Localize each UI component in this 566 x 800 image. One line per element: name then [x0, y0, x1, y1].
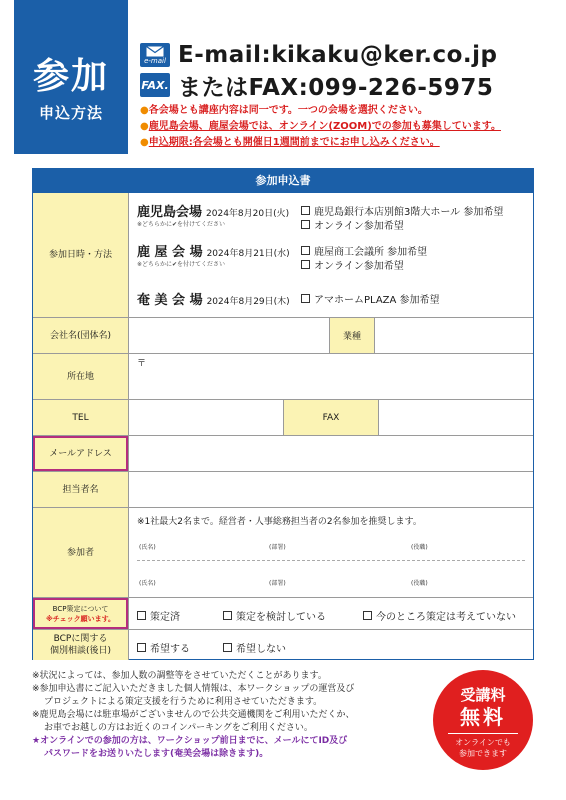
footer-note: プロジェクトによる策定支援を行うために利用させていただきます。: [44, 697, 323, 707]
option-kagoshima-venue[interactable]: 鹿児島銀行本店別館3階大ホール 参加希望: [301, 203, 503, 218]
person-label: 担当者名: [33, 472, 129, 507]
option-kanoya-venue[interactable]: 鹿屋商工会議所 参加希望: [301, 243, 427, 258]
email-address[interactable]: E-mail:kikaku@ker.co.jp: [178, 42, 498, 68]
application-form: [32, 168, 534, 660]
participants-note: ※1社最大2名まで。経営者・人事総務担当者の2名参加を推奨します。: [137, 517, 422, 527]
dept-field: (部署): [269, 580, 286, 587]
footer-notes: [32, 670, 432, 761]
fax-row: [140, 70, 497, 100]
date-method-label: 参加日時・方法: [33, 193, 129, 317]
badge-free-text: 無料: [460, 705, 506, 729]
fax-icon-label: FAX.: [141, 78, 169, 92]
name-field: (氏名): [139, 544, 156, 551]
bcp-option-considering[interactable]: 策定を検討している: [223, 608, 326, 623]
footer-note-online: パスワードをお送りいたします(奄美会場は除きます)。: [44, 749, 269, 759]
option-kagoshima-online[interactable]: オンライン参加希望: [301, 217, 404, 232]
bcp-label: BCP策定について ※チェック願います。: [33, 598, 129, 629]
email-icon-label: e-mail: [144, 56, 166, 65]
bcp-option-done[interactable]: 策定済: [137, 608, 180, 623]
venue-kagoshima: [137, 201, 537, 235]
footer-note: お車でお越しの方はお近くのコインパーキングをご利用ください。: [44, 723, 313, 733]
badge-fee-text: 受講料: [460, 686, 506, 704]
email-icon: [140, 43, 170, 67]
footer-note: ※参加申込書にご記入いただきました個人情報は、本ワークショップの運営及び: [32, 684, 355, 694]
fax-icon: [140, 73, 170, 97]
application-notes: [140, 103, 560, 151]
participants-row: [33, 507, 533, 597]
venue-row: [33, 193, 533, 317]
venue-amami: [137, 289, 537, 309]
checkbox[interactable]: [301, 246, 310, 255]
title-block: [14, 0, 128, 154]
tel-fax-row: [33, 399, 533, 435]
page-subtitle: 申込方法: [38, 104, 103, 122]
checkbox[interactable]: [223, 643, 232, 652]
consult-option-no[interactable]: 希望しない: [223, 640, 286, 655]
title-field: (役職): [411, 544, 428, 551]
postal-mark: 〒: [137, 359, 147, 369]
fax-number: またはFAX:099-226-5975: [178, 74, 494, 101]
dept-field: (部署): [269, 544, 286, 551]
fax-label: FAX: [283, 400, 379, 435]
note-item: ●各会場とも講座内容は同一です。一つの会場を選択ください。: [140, 105, 428, 116]
note-item: ●鹿児島会場、鹿屋会場では、オンライン(ZOOM)での参加も募集しています。: [140, 121, 501, 132]
tel-label: TEL: [33, 400, 129, 435]
free-badge: [433, 670, 533, 770]
footer-note: ※状況によっては、参加人数の調整等をさせていただくことがあります。: [32, 671, 327, 681]
option-kanoya-online[interactable]: オンライン参加希望: [301, 257, 404, 272]
venue-date: 2024年8月20日(火): [206, 209, 290, 219]
address-label: 所在地: [33, 354, 129, 399]
contact-info: [140, 40, 497, 100]
venue-hint: ※どちらかに✔を付けてください: [137, 261, 226, 268]
company-row: [33, 317, 533, 353]
venue-name: 奄 美 会 場: [137, 293, 203, 308]
checkbox[interactable]: [137, 643, 146, 652]
address-row: [33, 353, 533, 399]
field-divider: [137, 560, 525, 561]
participants-label: 参加者: [33, 508, 129, 597]
form-title: 参加申込書: [33, 169, 533, 193]
venue-name: 鹿児島会場: [137, 205, 203, 220]
checkbox[interactable]: [363, 611, 372, 620]
checkbox[interactable]: [137, 611, 146, 620]
industry-label: 業種: [329, 318, 375, 353]
bcp-option-none[interactable]: 今のところ策定は考えていない: [363, 608, 516, 623]
checkbox[interactable]: [301, 294, 310, 303]
venue-kanoya: [137, 241, 537, 275]
name-field: (氏名): [139, 580, 156, 587]
checkbox[interactable]: [301, 260, 310, 269]
option-amami-venue[interactable]: アマホームPLAZA 参加希望: [301, 291, 440, 306]
consult-option-yes[interactable]: 希望する: [137, 640, 190, 655]
venue-hint: ※どちらかに✔を付けてください: [137, 221, 226, 228]
page-title: 参加: [32, 56, 109, 97]
footer-note-online: ★オンラインでの参加の方は、ワークショップ前日までに、メールにてID及び: [32, 736, 348, 746]
email-row: [140, 40, 497, 70]
checkbox[interactable]: [223, 611, 232, 620]
email-row: [33, 435, 533, 471]
footer-note: ※鹿児島会場には駐車場がございませんので公共交通機関をご利用いただくか、: [32, 710, 355, 720]
consult-row: [33, 629, 533, 660]
venue-name: 鹿 屋 会 場: [137, 245, 203, 260]
title-field: (役職): [411, 580, 428, 587]
consult-label: BCPに関する 個別相談(後日): [33, 630, 129, 660]
company-label: 会社名(団体名): [33, 318, 129, 353]
note-item: ●申込期限:各会場とも開催日1週間前までにお申し込みください。: [140, 137, 440, 148]
bcp-row: [33, 597, 533, 629]
email-label: メールアドレス: [33, 436, 129, 471]
venue-date: 2024年8月21日(水): [206, 249, 290, 259]
checkbox[interactable]: [301, 220, 310, 229]
badge-divider: [448, 733, 518, 734]
venue-date: 2024年8月29日(木): [206, 297, 290, 307]
checkbox[interactable]: [301, 206, 310, 215]
badge-online-text: オンラインでも: [455, 738, 511, 747]
person-row: [33, 471, 533, 507]
badge-online-text: 参加できます: [459, 749, 507, 758]
